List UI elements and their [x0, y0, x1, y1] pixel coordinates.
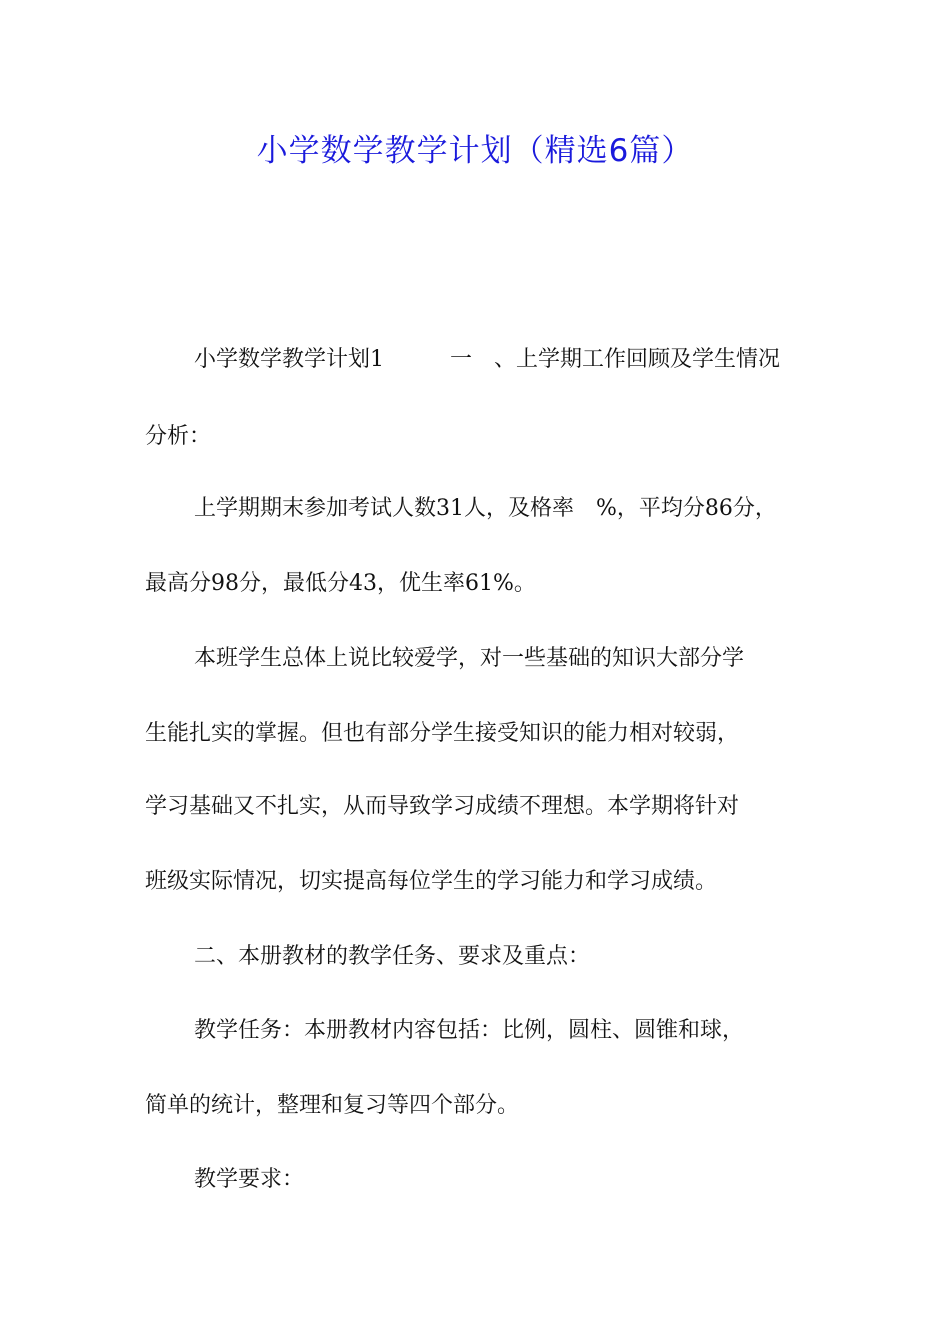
paragraph-line: 小学数学教学计划1 一 、上学期工作回顾及学生情况: [194, 347, 780, 372]
paragraph-line: 教学要求：: [194, 1167, 305, 1192]
paragraph-line: 分析：: [145, 424, 212, 449]
paragraph-line: 班级实际情况，切实提高每位学生的学习能力和学习成绩。: [145, 869, 718, 894]
paragraph-line: 教学任务：本册教材内容包括：比例，圆柱、圆锥和球，: [194, 1018, 745, 1043]
paragraph-line: 最高分98分，最低分43，优生率61%。: [145, 571, 536, 596]
paragraph-line: 学习基础又不扎实，从而导致学习成绩不理想。本学期将针对: [145, 794, 740, 819]
paragraph-line: 简单的统计，整理和复习等四个部分。: [145, 1093, 520, 1118]
paragraph-line: 生能扎实的掌握。但也有部分学生接受知识的能力相对较弱，: [145, 721, 740, 746]
document-title: 小学数学教学计划（精选6篇）: [256, 133, 694, 169]
paragraph-line: 本班学生总体上说比较爱学，对一些基础的知识大部分学: [194, 646, 745, 671]
section-heading: 二、本册教材的教学任务、要求及重点：: [194, 944, 591, 969]
paragraph-line: 上学期期末参加考试人数31人，及格率 %，平均分86分，: [194, 496, 777, 521]
